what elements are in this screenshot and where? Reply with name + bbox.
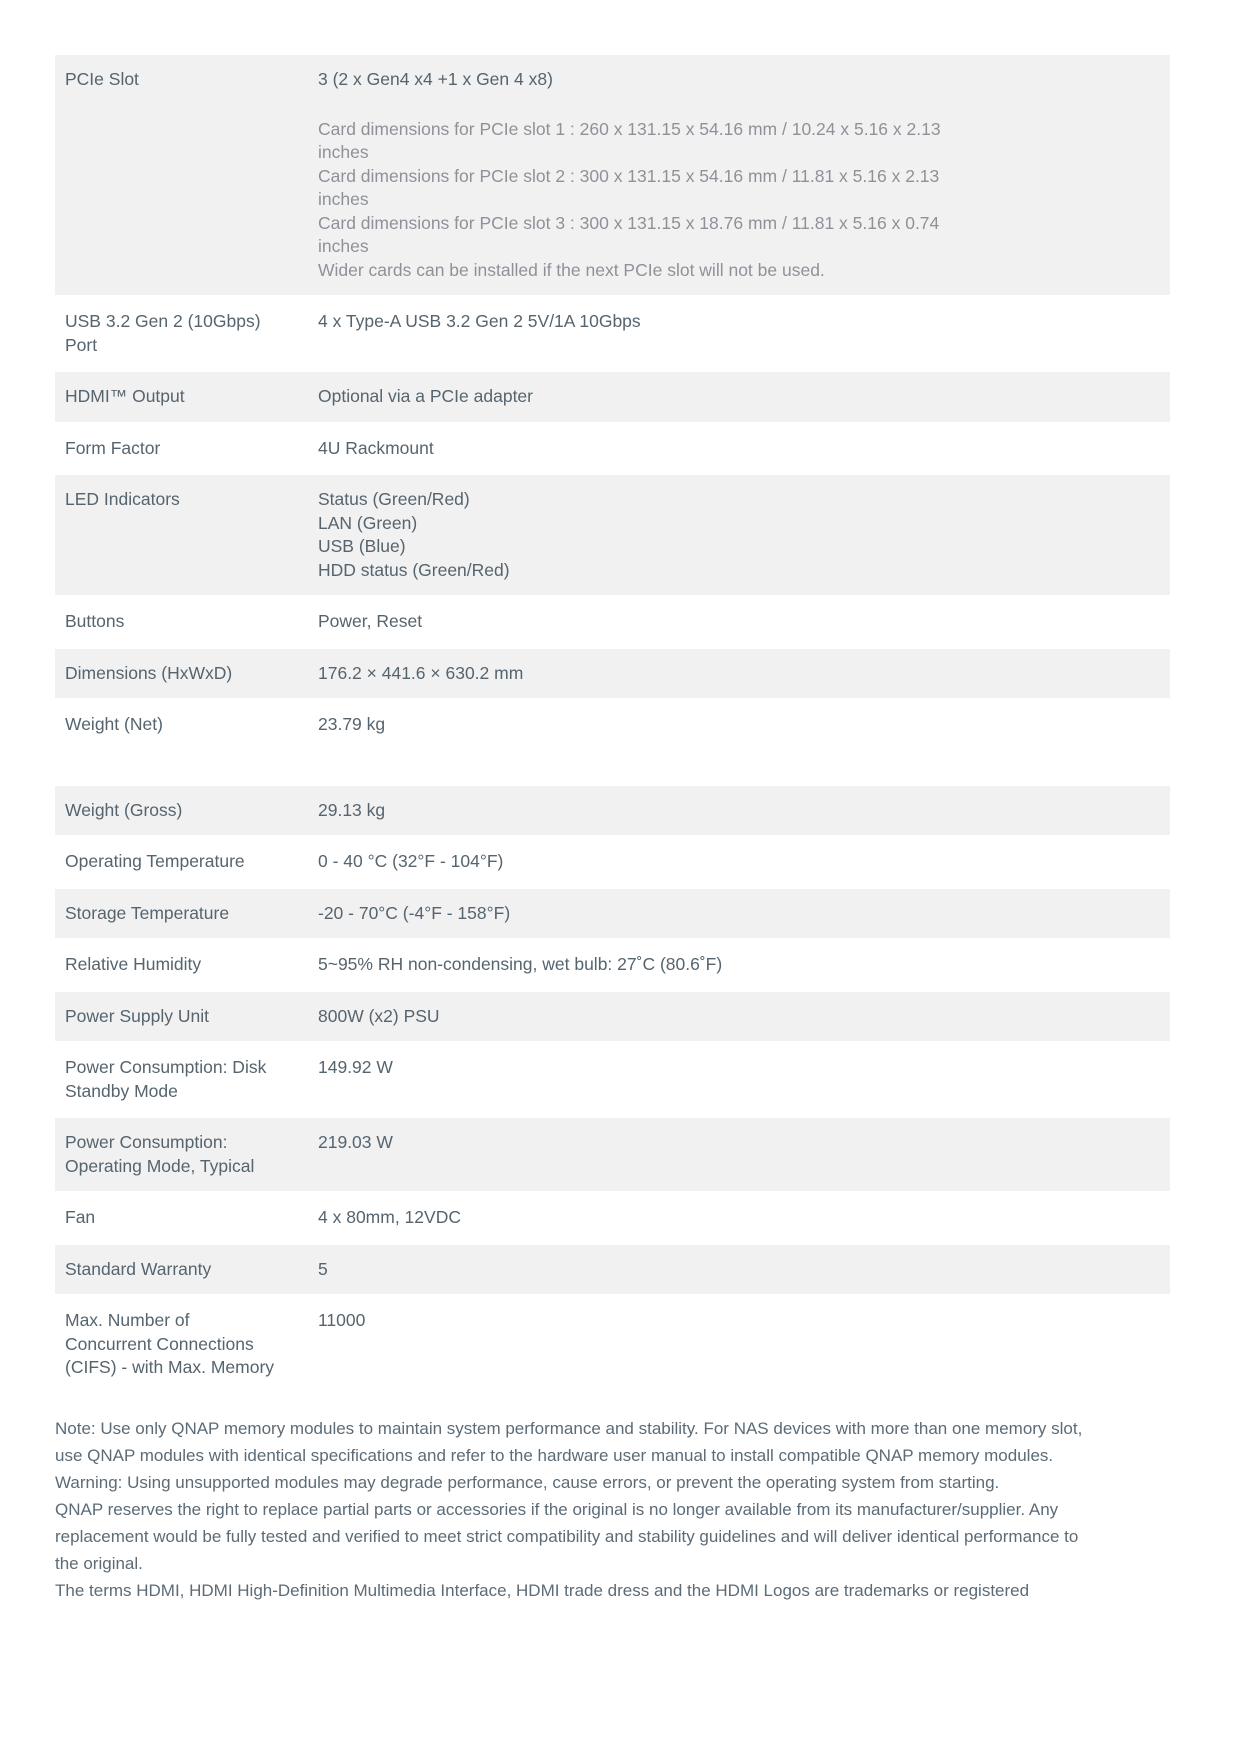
spec-value — [308, 597, 1170, 647]
footnote-paragraph: Note: Use only QNAP memory modules to maintain system performance and stability. For NAS devices with more than one memory slot, use QNAP modules with identical specifications and refer to the hardware user manual to install compatible QNAP memory modules. — [55, 1418, 1083, 1465]
spec-value-line: 0 - 40 °C (32°F - 104°F) — [318, 851, 504, 871]
footnote-paragraph: QNAP reserves the right to replace partial parts or accessories if the original is no longer available from its manufacturer/supplier. Any replacement would be fully tested and verified to meet strict compatibility and stability guidelines and will deliver identical performance to the original. — [55, 1499, 1079, 1573]
spec-value-line: 23.79 kg — [318, 714, 386, 734]
spec-row — [55, 297, 1170, 370]
footnote-paragraph: The terms HDMI, HDMI High-Definition Multimedia Interface, HDMI trade dress and the HDMI Logos are trademarks or registered — [55, 1580, 1030, 1600]
spec-label: Power Supply Unit — [55, 992, 308, 1042]
spec-row — [55, 55, 1170, 295]
spec-value — [308, 1296, 1170, 1393]
spec-table — [55, 53, 1170, 1395]
spec-label: Power Consumption: Operating Mode, Typical — [55, 1118, 308, 1191]
spec-label: Weight (Gross) — [55, 786, 308, 836]
spec-label: LED Indicators — [55, 475, 308, 595]
spec-row — [55, 372, 1170, 422]
spec-value-line: HDD status (Green/Red) — [318, 559, 510, 580]
spec-row — [55, 700, 1170, 784]
spec-label: Standard Warranty — [55, 1245, 308, 1295]
spec-row — [55, 1296, 1170, 1393]
spec-value-line: USB (Blue) — [318, 536, 406, 556]
spec-value — [308, 940, 1170, 990]
spec-row — [55, 940, 1170, 990]
spec-value-line: 149.92 W — [318, 1057, 393, 1077]
spec-value-line: 4 x 80mm, 12VDC — [318, 1207, 461, 1227]
spec-value-line: Power, Reset — [318, 611, 423, 631]
spec-value — [308, 837, 1170, 887]
spec-detail-line: Card dimensions for PCIe slot 1 : 260 x 131.15 x 54.16 mm / 10.24 x 5.16 x 2.13 — [318, 118, 941, 139]
spec-value-line: 5 — [318, 1258, 328, 1279]
spec-row — [55, 597, 1170, 647]
spec-value-line: 4 x Type-A USB 3.2 Gen 2 5V/1A 10Gbps — [318, 311, 641, 331]
spec-value-line: LAN (Green) — [318, 512, 418, 533]
spec-value-line: Status (Green/Red) — [318, 489, 470, 509]
spec-value-line: 5~95% RH non-condensing, wet bulb: 27˚C (80.6˚F) — [318, 954, 723, 974]
spec-row — [55, 1193, 1170, 1243]
spec-value — [308, 1118, 1170, 1191]
spec-value-line: 29.13 kg — [318, 799, 386, 820]
spec-value-line: 3 (2 x Gen4 x4 +1 x Gen 4 x8) — [318, 69, 553, 89]
spec-row — [55, 1043, 1170, 1116]
spec-value-line: 219.03 W — [318, 1132, 393, 1152]
spec-row — [55, 837, 1170, 887]
spec-value-line: 800W (x2) PSU — [318, 1005, 440, 1026]
spec-row — [55, 475, 1170, 595]
spec-value — [308, 475, 1170, 595]
spec-row — [55, 992, 1170, 1042]
spec-detail-line: inches — [318, 142, 369, 162]
spec-label: Buttons — [55, 597, 308, 647]
spec-value — [308, 1193, 1170, 1243]
spec-label: Max. Number of Concurrent Connections (CIFS) - with Max. Memory — [55, 1296, 308, 1393]
spec-value-line: 176.2 × 441.6 × 630.2 mm — [318, 662, 524, 683]
spec-value — [308, 992, 1170, 1042]
spec-value-line: Optional via a PCIe adapter — [318, 386, 533, 406]
spec-row — [55, 786, 1170, 836]
spec-value — [308, 55, 1170, 295]
spec-label: HDMI™ Output — [55, 372, 308, 422]
spec-label: Power Consumption: Disk Standby Mode — [55, 1043, 308, 1116]
spec-value-line: 4U Rackmount — [318, 437, 434, 458]
footnotes — [55, 1415, 1100, 1604]
spec-value — [308, 786, 1170, 836]
spec-value — [308, 889, 1170, 939]
spec-value-details — [318, 118, 1160, 283]
spec-row — [55, 649, 1170, 699]
spec-label: Weight (Net) — [55, 700, 308, 784]
spec-value — [308, 700, 1170, 784]
spec-label: USB 3.2 Gen 2 (10Gbps) Port — [55, 297, 308, 370]
spec-label: PCIe Slot — [55, 55, 308, 295]
spec-row — [55, 1245, 1170, 1295]
spec-row — [55, 889, 1170, 939]
spec-table-body — [55, 55, 1170, 1393]
spec-detail-line: Card dimensions for PCIe slot 3 : 300 x 131.15 x 18.76 mm / 11.81 x 5.16 x 0.74 — [318, 212, 940, 233]
spec-label: Fan — [55, 1193, 308, 1243]
spec-label: Relative Humidity — [55, 940, 308, 990]
spec-value-line: -20 - 70°C (-4°F - 158°F) — [318, 902, 511, 923]
spec-row — [55, 424, 1170, 474]
spec-value — [308, 372, 1170, 422]
spec-detail-line: Wider cards can be installed if the next PCIe slot will not be used. — [318, 259, 825, 280]
spec-label: Operating Temperature — [55, 837, 308, 887]
spec-detail-line: inches — [318, 236, 369, 256]
spec-value-line: 11000 — [318, 1310, 366, 1330]
spec-label: Form Factor — [55, 424, 308, 474]
spec-label: Dimensions (HxWxD) — [55, 649, 308, 699]
spec-detail-line: Card dimensions for PCIe slot 2 : 300 x 131.15 x 54.16 mm / 11.81 x 5.16 x 2.13 — [318, 165, 940, 186]
spec-value — [308, 297, 1170, 370]
spec-value — [308, 649, 1170, 699]
spec-value — [308, 1245, 1170, 1295]
spec-value — [308, 424, 1170, 474]
footnote-paragraph: Warning: Using unsupported modules may degrade performance, cause errors, or prevent the operating system from starting. — [55, 1472, 1000, 1492]
spec-detail-line: inches — [318, 189, 369, 209]
spec-label: Storage Temperature — [55, 889, 308, 939]
spec-row — [55, 1118, 1170, 1191]
spec-value — [308, 1043, 1170, 1116]
